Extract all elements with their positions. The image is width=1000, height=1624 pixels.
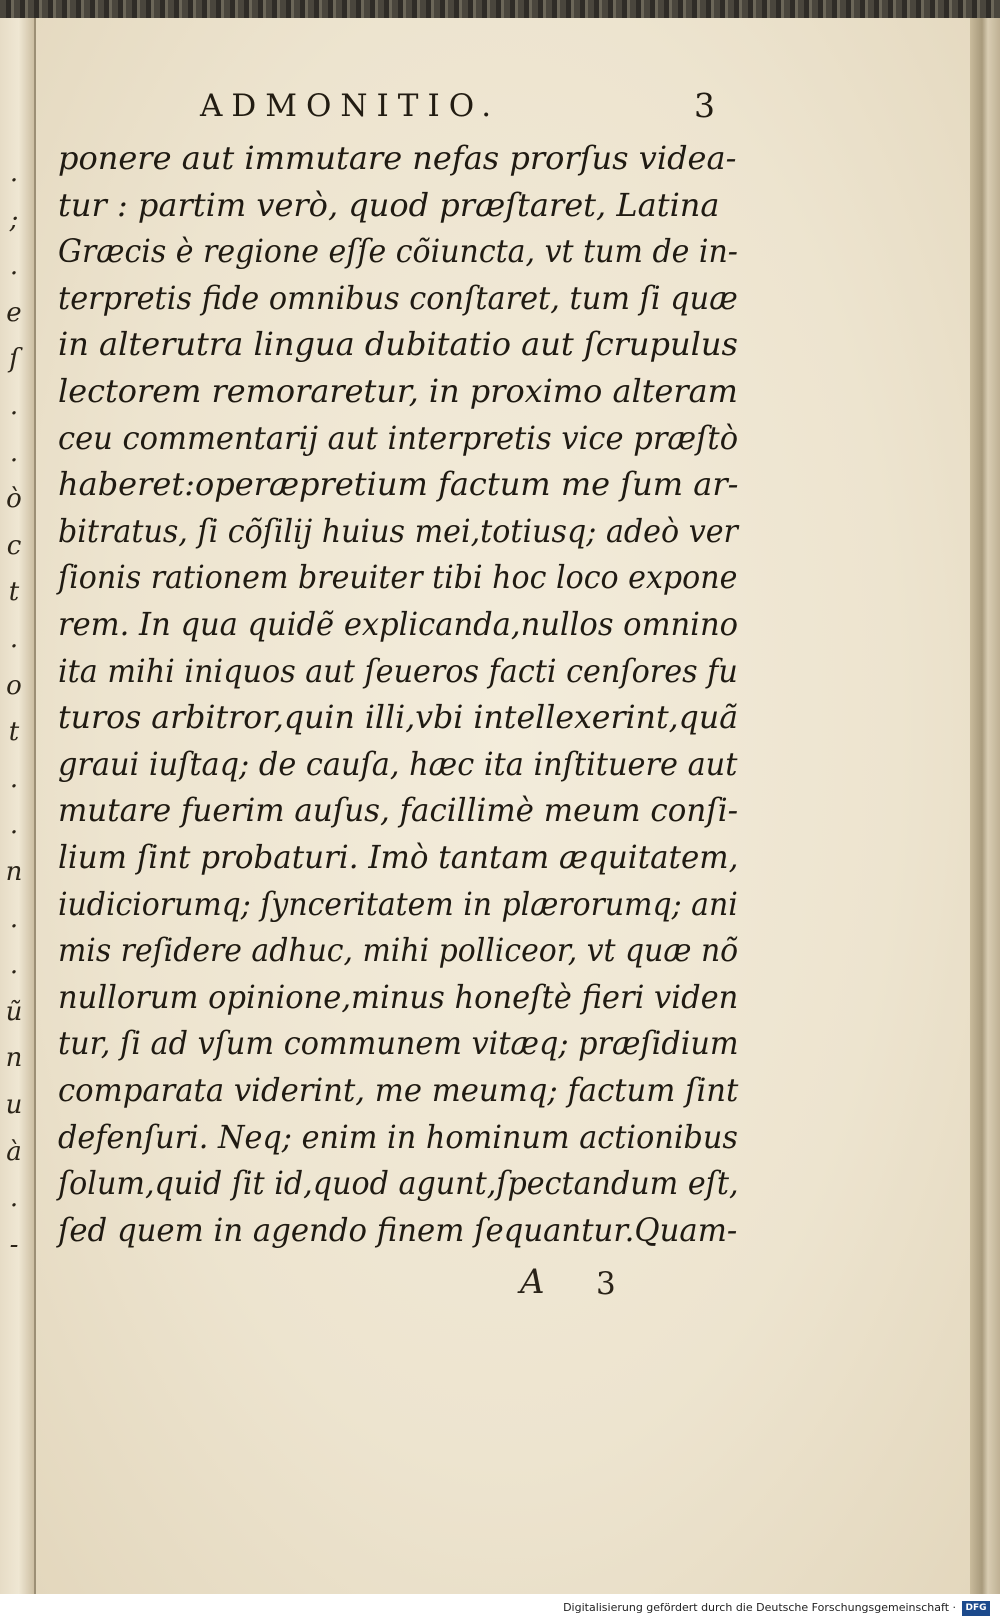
text-line: ſolum,quid ſit id,quod agunt,ſpectandum eſt, [58, 1164, 739, 1203]
binding-strip [0, 0, 1000, 18]
text-line: iudiciorumq; ſynceritatem in plærorumq; ani [58, 884, 738, 923]
text-line: terpretis fide omnibus conſtaret, tum ſi quæ [58, 278, 738, 317]
gutter-letter: . [9, 903, 19, 934]
gutter-letter: . [9, 624, 19, 654]
gutter-letter: . [9, 437, 19, 468]
text-line: lium ſint probaturi. Imò tantam æquitatem, [58, 838, 739, 876]
text-line: comparata viderint, me meumq; factum ſint [58, 1071, 739, 1109]
gutter-letter: . [9, 950, 19, 981]
gutter-letter: . [9, 763, 19, 794]
text-line: bitratus, ſi cõſilij huius mei,totiusq; adeò ver [58, 511, 738, 550]
text-line: Græcis è regione eſſe cõiuncta, vt tum de in- [58, 232, 738, 271]
text-line: mis reſidere adhuc, mihi polliceor, vt quæ nõ [58, 931, 739, 970]
gutter-letter: ; [9, 204, 19, 235]
text-line: haberet:operæpretium factum me ſum ar- [58, 465, 739, 504]
gutter-letter: . [9, 391, 19, 421]
gutter-letter: e [6, 297, 22, 328]
page-number: 3 [694, 86, 715, 125]
running-head: ADMONITIO. [200, 88, 501, 124]
gutter-letter: - [9, 1229, 19, 1260]
gutter-letter: ò [6, 484, 22, 515]
gutter-letter: . [9, 1183, 19, 1214]
text-line: ceu commentarij aut interpretis vice præſtò [58, 418, 739, 457]
gutter-letter: t [8, 577, 20, 608]
gutter-letter: n [5, 857, 23, 887]
gutter-letter: . [9, 810, 19, 841]
gutter-letter: u [5, 1090, 23, 1120]
gutter-letter: o [6, 670, 22, 701]
text-line: tur : partim verò, quod præſtaret, Latina [58, 185, 720, 224]
text-line: ſed quem in agendo finem ſequantur.Quam- [58, 1210, 738, 1249]
text-line: mutare fuerim auſus, facillimè meum conſi- [58, 791, 739, 830]
text-line: tur, ſi ad vſum communem vitæq; præſidium [58, 1024, 739, 1063]
page-edge-right [970, 18, 1000, 1594]
gutter-letter: t [8, 717, 20, 748]
gutter-letter: . [9, 158, 19, 188]
gutter-letter: . [9, 251, 19, 282]
previous-page-edge [0, 18, 36, 1594]
text-line: in alterutra lingua dubitatio aut ſcrupulus [58, 325, 738, 364]
text-line: defenſuri. Neq; enim in hominum actionibus [58, 1117, 738, 1156]
text-line: rem. In qua quidẽ explicanda,nullos omnino [58, 605, 738, 643]
signature-mark: A [520, 1262, 545, 1302]
text-line: lectorem remoraretur, in proximo alteram [58, 372, 738, 410]
dfg-logo: DFG [962, 1601, 990, 1616]
text-line: ſionis rationem breuiter tibi hoc loco expone [58, 558, 738, 597]
text-line: ponere aut immutare nefas prorſus videa- [58, 139, 737, 177]
signature-number: 3 [596, 1266, 616, 1302]
gutter-letter: à [6, 1136, 22, 1167]
text-line: graui iuſtaq; de cauſa, hæc ita inſtituere aut [58, 744, 738, 783]
footer-bar [0, 1594, 1000, 1624]
text-line: turos arbitror,quin illi,vbi intellexerint,quã [58, 698, 739, 737]
gutter-letter: c [6, 530, 22, 561]
gutter-letter: n [5, 1043, 23, 1074]
gutter-letter: ſ [9, 344, 19, 375]
footer-credit: Digitalisierung gefördert durch die Deutsche Forschungsgemeinschaft · [563, 1601, 956, 1614]
gutter-letter: ũ [5, 996, 23, 1027]
text-line: ita mihi iniquos aut ſeueros facti cenſores fu [58, 651, 738, 690]
text-line: nullorum opinione,minus honeſtè fieri viden [58, 977, 739, 1016]
